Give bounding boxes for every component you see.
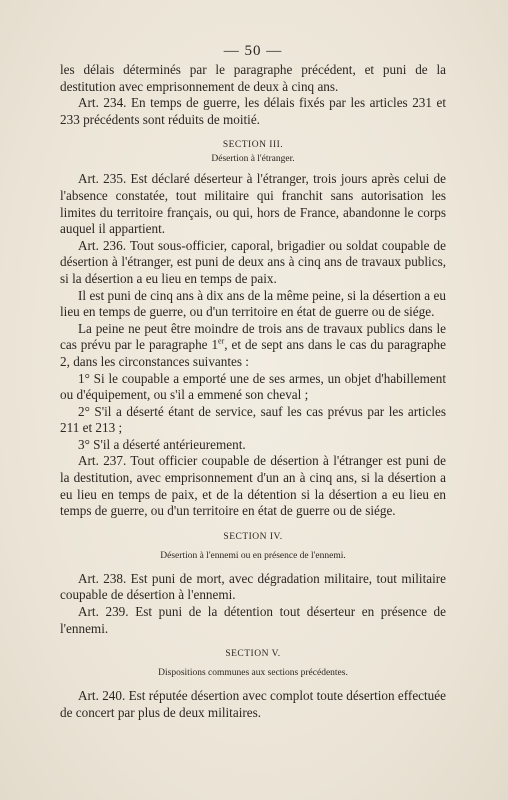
section-heading: SECTION III. <box>222 140 284 151</box>
paragraph: les délais déterminés par le paragraphe précédent, et puni de la destitution avec emprisonnement de deux à cinq ans. <box>60 62 446 94</box>
section-subtitle: Désertion à l'étranger. <box>211 154 295 165</box>
list-item: 2° S'il a déserté étant de service, sauf les cas prévus par les articles 211 et 213 ; <box>60 403 446 436</box>
page-content <box>60 42 446 721</box>
section-heading: SECTION V. <box>225 649 281 660</box>
article-235: Art. 235. Est déclaré déserteur à l'étranger, trois jours après celui de l'absence constatée, tout militaire qui franchit sans autorisation les limites du territoire français, ou qui, hors de France, abandonne le corps auquel il appartient. <box>60 171 446 237</box>
section-subtitle: Désertion à l'ennemi ou en présence de l'ennemi. <box>160 550 346 561</box>
paragraph: Il est puni de cinq ans à dix ans de la même peine, si la désertion a eu lieu en temps de guerre, ou d'un territoire en état de guerre ou de siége. <box>60 287 446 320</box>
paragraph: La peine ne peut être moindre de trois ans de travaux publics dans le cas prévu par le paragraphe 1er, et de sept ans dans le cas du paragraphe 2, dans les circonstances suivantes : <box>60 320 447 369</box>
list-item: 1° Si le coupable a emporté une de ses armes, un objet d'habillement ou d'équipement, ou s'il a emmené son cheval ; <box>60 370 446 403</box>
article-234: Art. 234. En temps de guerre, les délais fixés par les articles 231 et 233 précédents sont réduits de moitié. <box>60 95 446 127</box>
article-239: Art. 239. Est puni de la détention tout déserteur en présence de l'ennemi. <box>60 604 446 636</box>
section-subtitle: Dispositions communes aux sections précédentes. <box>158 668 348 679</box>
section-heading: SECTION IV. <box>223 531 283 542</box>
article-240: Art. 240. Est réputée désertion avec complot toute désertion effectuée de concert par plus de deux militaires. <box>60 688 446 720</box>
list-item: 3° S'il a déserté antérieurement. <box>78 436 246 452</box>
article-237: Art. 237. Tout officier coupable de désertion à l'étranger est puni de la destitution, avec emprisonnement d'un an à cinq ans, si la désertion a eu lieu en temps de paix, et de la détention si la désertion a eu lieu en temps de guerre, ou d'un territoire en état de guerre ou de siége. <box>60 453 446 519</box>
article-236: Art. 236. Tout sous-officier, caporal, brigadier ou soldat coupable de désertion à l'étranger, est puni de deux ans à cinq ans de travaux publics, si la désertion a eu lieu en temps de paix. <box>60 237 446 286</box>
page-number: — 50 — <box>223 43 283 59</box>
article-238: Art. 238. Est puni de mort, avec dégradation militaire, tout militaire coupable de désertion à l'ennemi. <box>60 570 446 603</box>
